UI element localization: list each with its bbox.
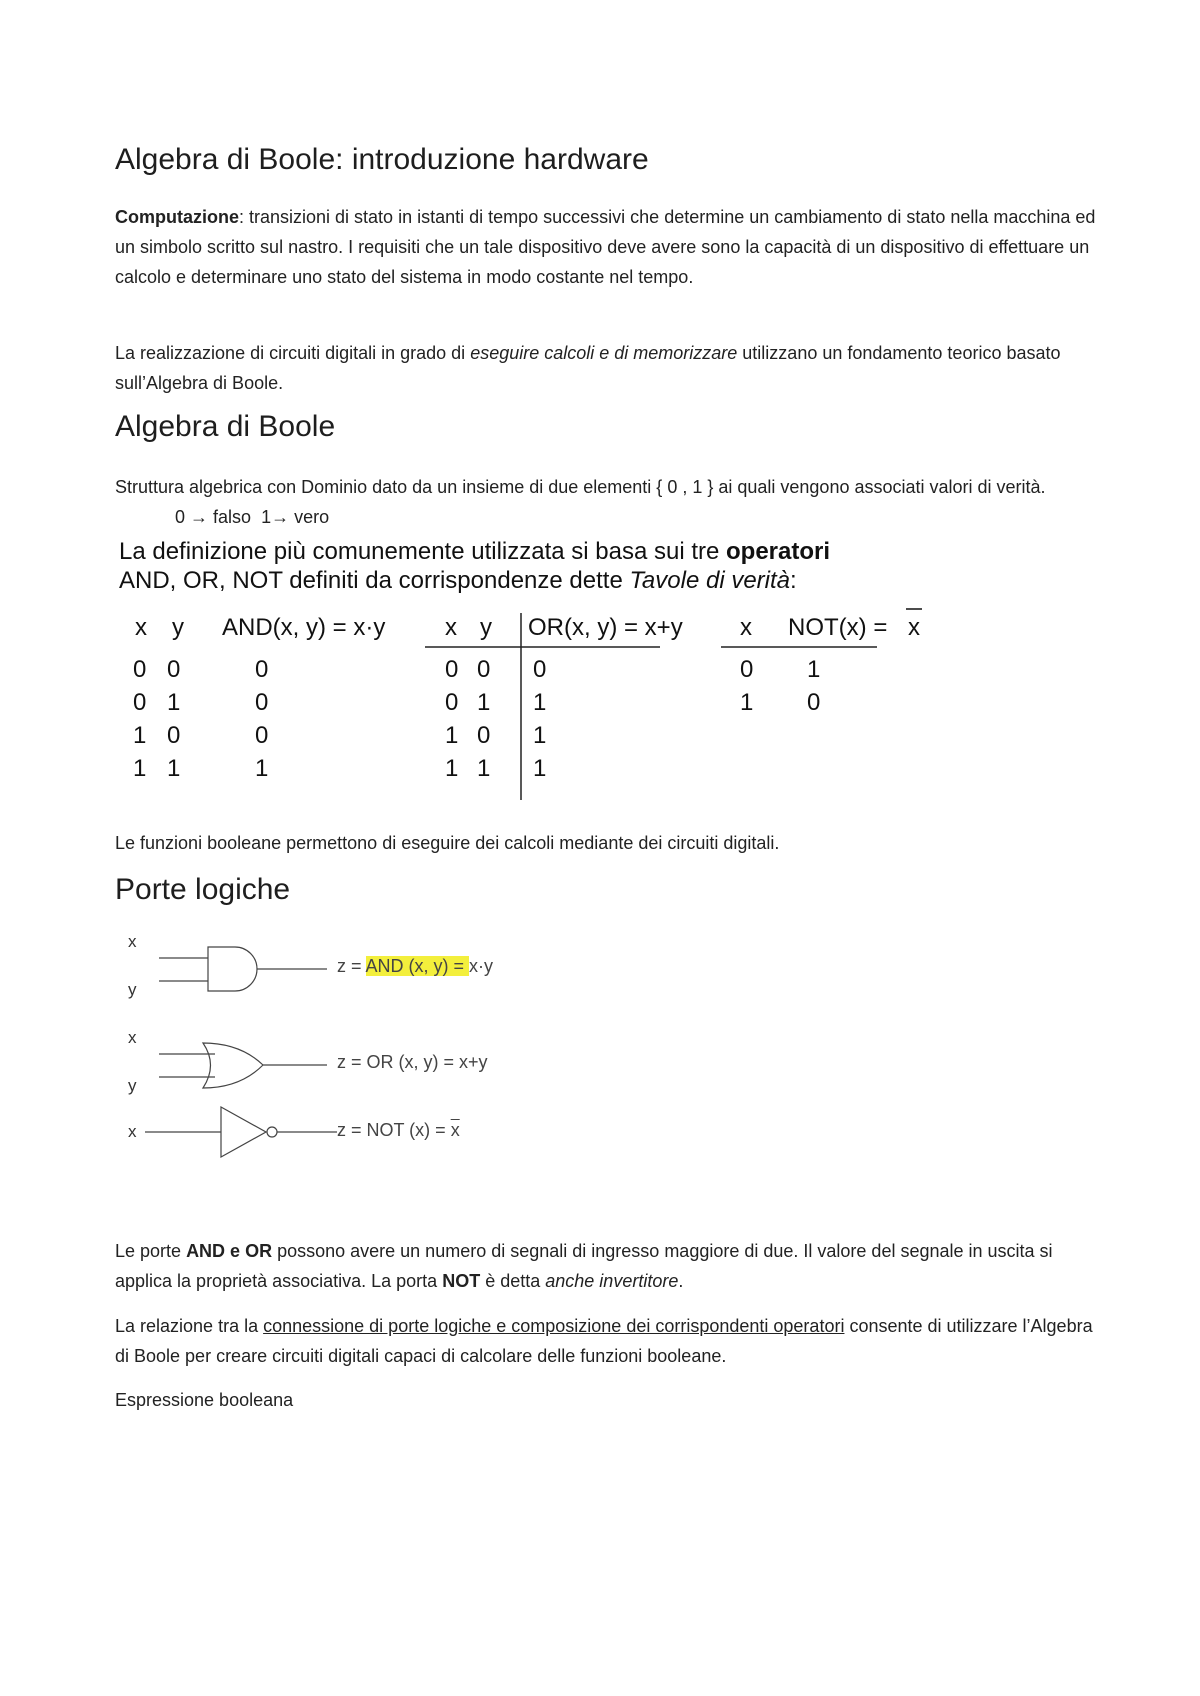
not-cell-r0-c1: 1 xyxy=(807,656,821,683)
or-cell-r3-c0: 1 xyxy=(445,755,459,782)
or-cell-r2-c2: 1 xyxy=(533,722,547,749)
page-title: Algebra di Boole: introduzione hardware xyxy=(115,143,649,176)
or-cell-r0-c2: 0 xyxy=(533,656,547,683)
truth-intro-line2: AND, OR, NOT definiti da corrispondenze dette Tavole di verità: xyxy=(119,567,797,594)
and-cell-r0-c1: 0 xyxy=(167,656,181,683)
struttura-text: Struttura algebrica con Dominio dato da un insieme di due elementi { 0 , 1 } ai quali vengono associati valori di verità. xyxy=(115,477,1046,497)
truth-intro-line1: La definizione più comunemente utilizzata si basa sui tre operatori xyxy=(119,538,831,565)
funzioni-paragraph: Le funzioni booleane permettono di eseguire dei calcoli mediante dei circuiti digitali. xyxy=(115,833,780,853)
or-expression: z = OR (x, y) = x+y xyxy=(337,1052,488,1072)
realizzazione-italic: eseguire calcoli e di memorizzare xyxy=(470,343,738,363)
truth-tables-figure xyxy=(115,535,965,805)
and-expr-pre: z = xyxy=(337,956,366,976)
and-input-y-label: y xyxy=(128,980,137,999)
or-truth-table xyxy=(425,613,683,800)
not-expression xyxy=(337,1120,460,1141)
computazione-paragraph xyxy=(115,202,1105,292)
or-cell-r3-c1: 1 xyxy=(477,755,491,782)
not-header-func: NOT(x) = xyxy=(788,614,888,641)
or-header-x: x xyxy=(445,614,457,641)
or-cell-r1-c0: 0 xyxy=(445,689,459,716)
porte-text-e: è detta xyxy=(480,1271,546,1291)
relazione-underlined: connessione di porte logiche e composizione dei corrispondenti operatori xyxy=(263,1316,845,1336)
relazione-post: consente di utilizzare l’Algebra di Boole per creare circuiti digitali capaci di calcolare delle funzioni booleane. xyxy=(115,1316,1093,1366)
and-cell-r0-c0: 0 xyxy=(133,656,147,683)
and-header-x: x xyxy=(135,614,147,641)
or-cell-r2-c0: 1 xyxy=(445,722,459,749)
map-one-true: 1→ vero xyxy=(261,507,330,527)
and-cell-r1-c0: 0 xyxy=(133,689,147,716)
not-header-xbar: x xyxy=(908,614,920,641)
and-cell-r1-c2: 0 xyxy=(255,689,269,716)
not-cell-r0-c0: 0 xyxy=(740,656,754,683)
not-cell-r1-c1: 0 xyxy=(807,689,821,716)
and-cell-r1-c1: 1 xyxy=(167,689,181,716)
porte-text-g: . xyxy=(678,1271,684,1291)
or-cell-r1-c1: 1 xyxy=(477,689,491,716)
and-cell-r2-c0: 1 xyxy=(133,722,147,749)
realizzazione-paragraph xyxy=(115,338,1105,398)
or-input-y-label: y xyxy=(128,1076,137,1095)
struttura-paragraph xyxy=(115,472,1105,532)
or-cell-r0-c0: 0 xyxy=(445,656,459,683)
porte-text-a: Le porte xyxy=(115,1241,187,1261)
or-input-x-label: x xyxy=(128,1028,137,1047)
or-gate-icon xyxy=(159,1043,327,1088)
and-cell-r3-c2: 1 xyxy=(255,755,269,782)
and-expression xyxy=(337,956,493,977)
or-header-y: y xyxy=(480,614,492,641)
or-cell-r1-c2: 1 xyxy=(533,689,547,716)
not-truth-table xyxy=(721,609,922,716)
porte-paragraph xyxy=(115,1236,1105,1296)
relazione-pre: La relazione tra la xyxy=(115,1316,264,1336)
porte-text-not: NOT xyxy=(442,1271,481,1291)
section-algebra-di-boole: Algebra di Boole xyxy=(115,410,336,443)
not-input-x-label: x xyxy=(128,1122,137,1141)
not-gate-icon xyxy=(145,1107,337,1157)
realizzazione-post: utilizzano un fondamento teorico basato sull’Algebra di Boole. xyxy=(115,343,1061,393)
porte-text-c: possono avere un numero di segnali di ingresso maggiore di due. Il valore del segnale in uscita si applica la proprietà associativa. La porta xyxy=(115,1241,1053,1291)
not-cell-r1-c0: 1 xyxy=(740,689,754,716)
and-expr-post: x·y xyxy=(469,956,494,976)
not-header-x: x xyxy=(740,614,752,641)
not-expr-pre: z = NOT (x) = xyxy=(337,1120,451,1140)
section-porte-logiche: Porte logiche xyxy=(115,873,291,906)
and-cell-r2-c2: 0 xyxy=(255,722,269,749)
logic-gates-figure xyxy=(115,925,595,1180)
realizzazione-pre: La realizzazione di circuiti digitali in grado di xyxy=(115,343,471,363)
computazione-text: : transizioni di stato in istanti di tempo successivi che determine un cambiamento di stato nella macchina ed un simbolo scritto sul nastro. I requisiti che un tale dispositivo deve avere sono la capacità di un dispositivo di effettuare un calcolo e determinare uno stato del sistema in modo costante nel tempo. xyxy=(115,207,1096,287)
porte-text-and-or: AND e OR xyxy=(186,1241,273,1261)
and-header-y: y xyxy=(172,614,184,641)
or-cell-r2-c1: 0 xyxy=(477,722,491,749)
and-truth-table xyxy=(133,614,385,782)
and-header-func: AND(x, y) = x·y xyxy=(222,614,386,641)
or-cell-r3-c2: 1 xyxy=(533,755,547,782)
and-input-x-label: x xyxy=(128,932,137,951)
or-header-func: OR(x, y) = x+y xyxy=(528,614,683,641)
and-cell-r3-c1: 1 xyxy=(167,755,181,782)
and-expr-highlight: AND (x, y) = xyxy=(365,956,470,976)
and-cell-r2-c1: 0 xyxy=(167,722,181,749)
and-cell-r0-c2: 0 xyxy=(255,656,269,683)
and-gate-icon xyxy=(159,947,327,991)
map-zero-false: 0 → falso xyxy=(175,507,252,527)
not-expr-xbar: $\overline{x}$ xyxy=(450,1120,460,1140)
porte-text-invertitore: anche invertitore xyxy=(545,1271,679,1291)
and-cell-r3-c0: 1 xyxy=(133,755,147,782)
or-cell-r0-c1: 0 xyxy=(477,656,491,683)
computazione-term: Computazione xyxy=(115,207,239,227)
relazione-paragraph xyxy=(115,1311,1105,1371)
espressione-booleana: Espressione booleana xyxy=(115,1390,294,1410)
